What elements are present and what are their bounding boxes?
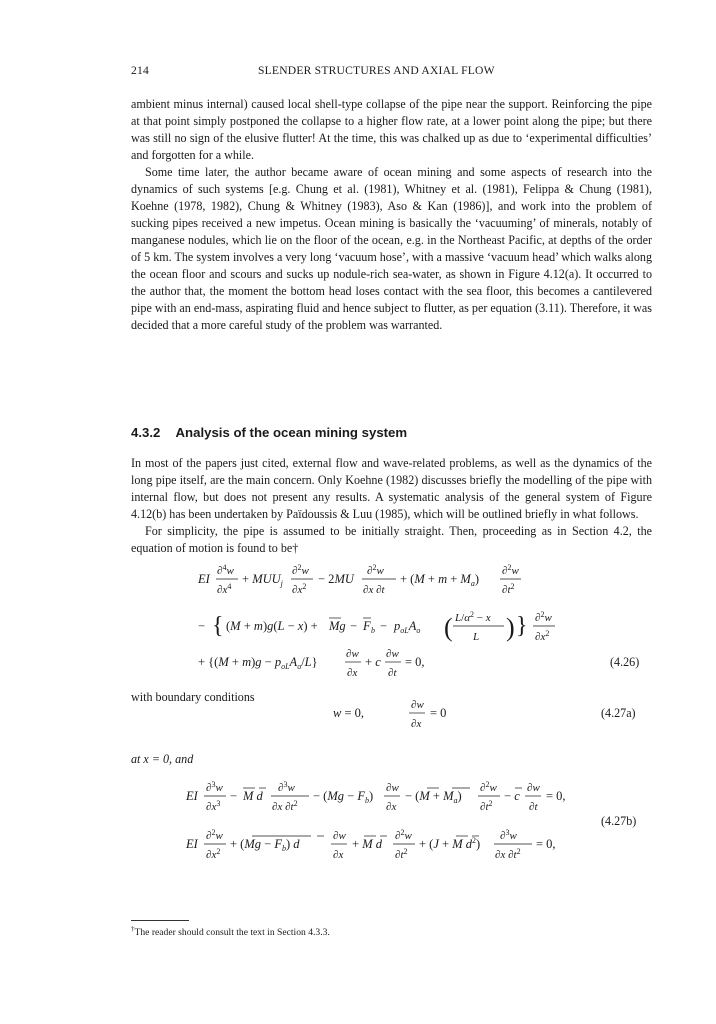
svg-text:∂x: ∂x [411,718,422,730]
svg-text:∂t: ∂t [529,801,538,813]
svg-text:∂x2: $\partial x^2$ [206,847,221,861]
svg-text:∂x2: $\partial x^2$ [292,582,307,596]
svg-text:+ (Mg − Fb) d: + $(Mg - F_b)$ d [230,837,300,853]
equation-number-4-26: (4.26) [610,655,640,669]
svg-text:∂2w: ∂$^2$w [480,780,497,794]
svg-text:−: − [380,619,388,633]
svg-text:− (Mg − Fb): − $(Mg - F_b)$ [313,789,374,805]
svg-text:∂w: ∂w [386,648,399,660]
equation-4-27b-line1 [185,780,566,813]
paragraph-ocean-mining: Some time later, the author became aware of ocean mining and some aspects of research into the dynamics of such systems [e.g. Chung et al. (1981), Whitney et al. (1981), Felippa & Chung (1981), Koehne (1978, 1982), Chung & Whitney (1983), Aso & Kan (1986)], and work into the problem of sucking pipes received a new impetus. Ocean mining is basically the ‘vacuuming’ of minerals, notably of manganese nodules, which lie on the floor of the ocean, e.g. in the Northeast Pacific, at depths of the order of 5 km. The system involves a very long ‘vacuum hose’, with a massive ‘vacuum head’ which walks along the ocean floor and scours and sucks up nodule-rich sea-water, as shown in Figure 4.12(a). It occurred to the author that, the moment the bottom head loses contact with the sea floor, this becomes a cantilevered pipe with an end-mass, aspirating fluid and hence subject to flutter, as per equation (3.11). Therefore, it was decided that a more careful study of the problem was warranted. [131,165,652,332]
svg-text:∂x ∂t: ∂x ∂t [363,584,385,596]
svg-text:(: ( [444,613,453,642]
svg-text:(M + m)g(L − x) +: (M + m)g(L − x) + [226,619,318,633]
svg-text:∂2w: ∂$^2$w [502,563,519,577]
svg-text:): ) [506,613,515,642]
equation-4-26-line3 [198,648,425,679]
footnote-text: The reader should consult the text in Section 4.3.3. [134,927,330,939]
svg-text:∂t: ∂t [388,667,397,679]
svg-text:= 0: = 0 [430,706,447,720]
svg-text:+ c: + c [365,655,381,669]
svg-text:}: } [516,613,528,639]
svg-text:EI: EI [186,789,198,803]
svg-text:∂w: ∂w [411,699,424,711]
svg-text:∂w: ∂w [527,782,540,794]
paragraph-papers-cited: In most of the papers just cited, external flow and wave-related problems, as well as the dynamics of the long pipe itself, are the main concern. Only Koehne (1982) discusses briefly the modelling of the pipe with internal flow, but does not present any results. A systematic analysis of the general system of Figure 4.12(b) has been undertaken by Païdoussis & Luu (1985), which will be outlined briefly in what follows. [131,456,652,521]
svg-text:F: F [363,619,371,633]
footnote [131,925,330,938]
svg-text:−: − [198,619,206,633]
svg-text:∂x: ∂x [347,667,358,679]
svg-text:∂2w: ∂$^2$w [367,563,384,577]
svg-text:+ M d: + M d [352,837,382,851]
svg-text:b: b [371,626,375,635]
svg-text:∂x2: $\partial x^2$ [535,629,550,643]
svg-text:−: − [230,789,238,803]
equation-4-26-line1 [197,563,521,596]
svg-text:∂3w: ∂$^3$w [206,780,223,794]
equation-4-26-line2 [198,610,555,643]
svg-text:∂x4: $\partial x^4$ [217,582,232,596]
svg-text:∂3w: ∂$^3$w [278,780,295,794]
svg-text:∂x: ∂x [386,801,397,813]
section-number: 4.3.2 [131,425,161,440]
svg-text:∂4w: ∂$^4$w [217,563,234,577]
svg-text:= 0,: = 0, [405,655,425,669]
svg-text:+ (M + m + Ma): + $(M + m + M_a)$ [400,572,480,588]
paragraph-continued: ambient minus internal) caused local shell-type collapse of the pipe near the support. Reinforcing the pipe at that point simply postponed the collapse to a higher flow rate, at a lower point along the pipe; but there was still no sign of the elusive flutter! At the time, this was chalked up as due to ‘experimental difficulties’ and forgotten for a while. [131,97,652,162]
equation-number-4-27b: (4.27b) [601,814,637,828]
svg-text:poLAo: $p_{oL}A_o$ [394,619,421,635]
section-title: Analysis of the ocean mining system [175,425,408,440]
boundary-conditions-text: with boundary conditions [131,690,255,704]
svg-text:= 0,: = 0, [536,837,556,851]
svg-text:= 0,: = 0, [546,789,566,803]
page-number: 214 [131,64,149,77]
svg-text:− (M + Ma): − $(M + M_a)$ [405,789,462,805]
running-title: SLENDER STRUCTURES AND AXIAL FLOW [258,64,495,77]
equation-4-27a [333,699,446,730]
svg-text:∂w: ∂w [386,782,399,794]
svg-text:∂2w: ∂$^2$w [206,828,223,842]
svg-text:EI: EI [186,837,198,851]
svg-text:EI: EI [198,572,210,586]
svg-text:−: − [350,619,358,633]
svg-text:− c: − c [504,789,520,803]
svg-text:− 2MU: − 2MU [318,572,354,586]
svg-text:∂x ∂t2: ∂x $\partial t^2$ [495,847,521,861]
svg-text:∂x: ∂x [333,849,344,861]
svg-text:∂x3: $\partial x^3$ [206,799,221,813]
svg-text:∂t2: $\partial t^2$ [502,582,515,596]
svg-text:+ MUUj: + $MUU_j$ [242,572,283,588]
svg-text:+ {(M + m)g − poLAo/L}: + $\{(M + m)g - p_{oL}A_o/L\}$ [198,655,318,671]
footnote-rule [131,920,189,921]
svg-text:∂3w: ∂$^3$w [500,828,517,842]
svg-text:+ (J + M d2): + (J + M $d^2$) [419,836,481,851]
svg-text:∂2w: ∂$^2$w [535,610,552,624]
svg-text:Mg: Mg [329,619,346,633]
equation-number-4-27a: (4.27a) [601,706,636,720]
svg-text:∂x ∂t2: ∂x $\partial t^2$ [272,799,298,813]
svg-text:L/α2 − x: $L/\alpha^2 - x$ [455,610,491,624]
footnote-marker: † [131,925,135,933]
svg-text:∂w: ∂w [333,830,346,842]
paragraph-simplicity: For simplicity, the pipe is assumed to be initially straight. Then, proceeding as in Section 4.2, the equation of motion is found to be† [131,524,652,555]
svg-text:∂2w: ∂$^2$w [292,563,309,577]
svg-text:∂w: ∂w [346,648,359,660]
svg-text:∂t2: $\partial t^2$ [480,799,493,813]
svg-text:M d: M d [243,789,263,803]
svg-text:∂2w: ∂$^2$w [395,828,412,842]
equation-4-27b-line2 [185,828,556,861]
at-x-zero-text: at x = 0, and [131,752,194,766]
svg-text:∂t2: $\partial t^2$ [395,847,408,861]
svg-text:{: { [212,613,224,639]
svg-text:w = 0,: w = 0, [333,706,365,720]
svg-text:L: L [473,631,480,643]
